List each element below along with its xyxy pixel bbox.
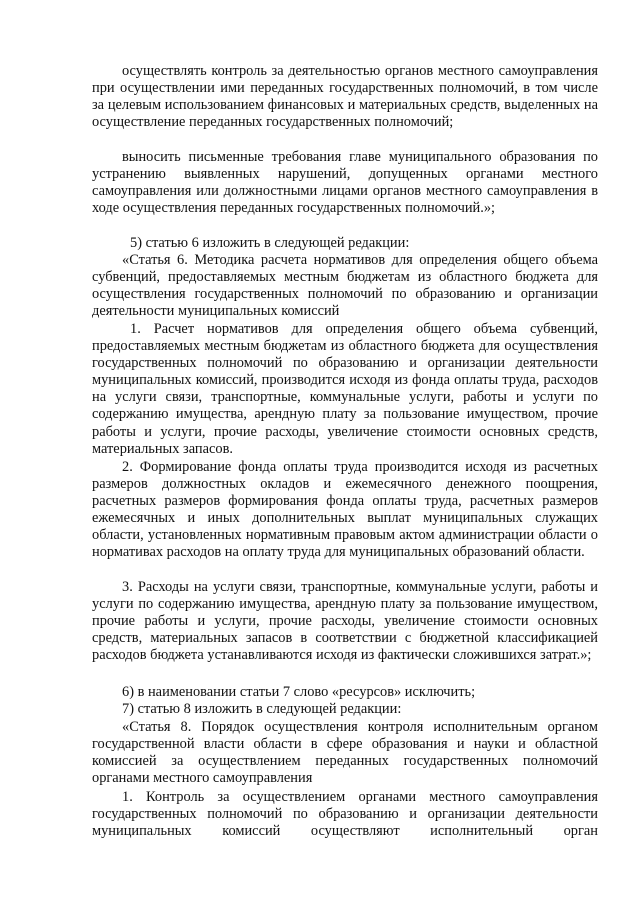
paragraph-item-7: 7) статью 8 изложить в следующей редакции: [122, 701, 402, 717]
paragraph-control-activity: осуществлять контроль за деятельностью органов местного самоуправления при осуществлении ими переданных государственных полномочий, в том числе за целевым использованием финансовых и материальных средств, выделенных на осуществление переданных государственных полномочий; [92, 63, 598, 131]
paragraph-article-8-title: «Статья 8. Порядок осуществления контроля исполнительным органом государственной власти области в сфере образования и науки и областной комиссией за осуществлением переданных государственных полномочий органами местного самоуправления [92, 719, 598, 787]
paragraph-article-6-point-3: 3. Расходы на услуги связи, транспортные, коммунальные услуги, работы и услуги по содержанию имущества, арендную плату за пользование имуществом, прочие работы и услуги, прочие расходы, увеличение стоимости основных средств, материальных запасов в соответствии с бюджетной классификацией расходов бюджета устанавливаются исходя из фактически сложившихся затрат.»; [92, 579, 598, 664]
paragraph-article-8-point-1: 1. Контроль за осуществлением органами местного самоуправления государственных полномочий по образованию и организации деятельности муниципальных комиссий осуществляют исполнительный орган [92, 789, 598, 840]
paragraph-article-6-point-1: 1. Расчет нормативов для определения общего объема субвенций, предоставляемых местным бюджетам из областного бюджета для осуществления государственных полномочий по образованию и организации деятельности муниципальных комиссий, производится исходя из фонда оплаты труда, расходов на услуги связи, транспортные, коммунальные услуги, работы и услуги по содержанию имущества, арендную плату за пользование имуществом, прочие работы и услуги, прочие расходы, увеличение стоимости основных средств, материальных запасов. [92, 321, 598, 457]
paragraph-item-5: 5) статью 6 изложить в следующей редакции: [130, 235, 410, 251]
paragraph-written-requirements: выносить письменные требования главе муниципального образования по устранению выявленных нарушений, допущенных органами местного самоуправления или должностными лицами органов местного самоуправления в ходе осуществления переданных государственных полномочий.»; [92, 149, 598, 217]
paragraph-article-6-title: «Статья 6. Методика расчета нормативов для определения общего объема субвенций, предоставляемых местным бюджетам из областного бюджета для осуществления государственных полномочий по образованию и организации деятельности муниципальных комиссий [92, 252, 598, 320]
paragraph-article-6-point-2: 2. Формирование фонда оплаты труда производится исходя из расчетных размеров должностных окладов и ежемесячного денежного поощрения, расчетных размеров формирования фонда оплаты труда, расчетных размеров ежемесячных и иных дополнительных выплат муниципальных служащих области, установленных нормативным правовым актом администрации области о нормативах расходов на оплату труда для муниципальных образований области. [92, 459, 598, 561]
paragraph-item-6: 6) в наименовании статьи 7 слово «ресурсов» исключить; [122, 684, 476, 700]
